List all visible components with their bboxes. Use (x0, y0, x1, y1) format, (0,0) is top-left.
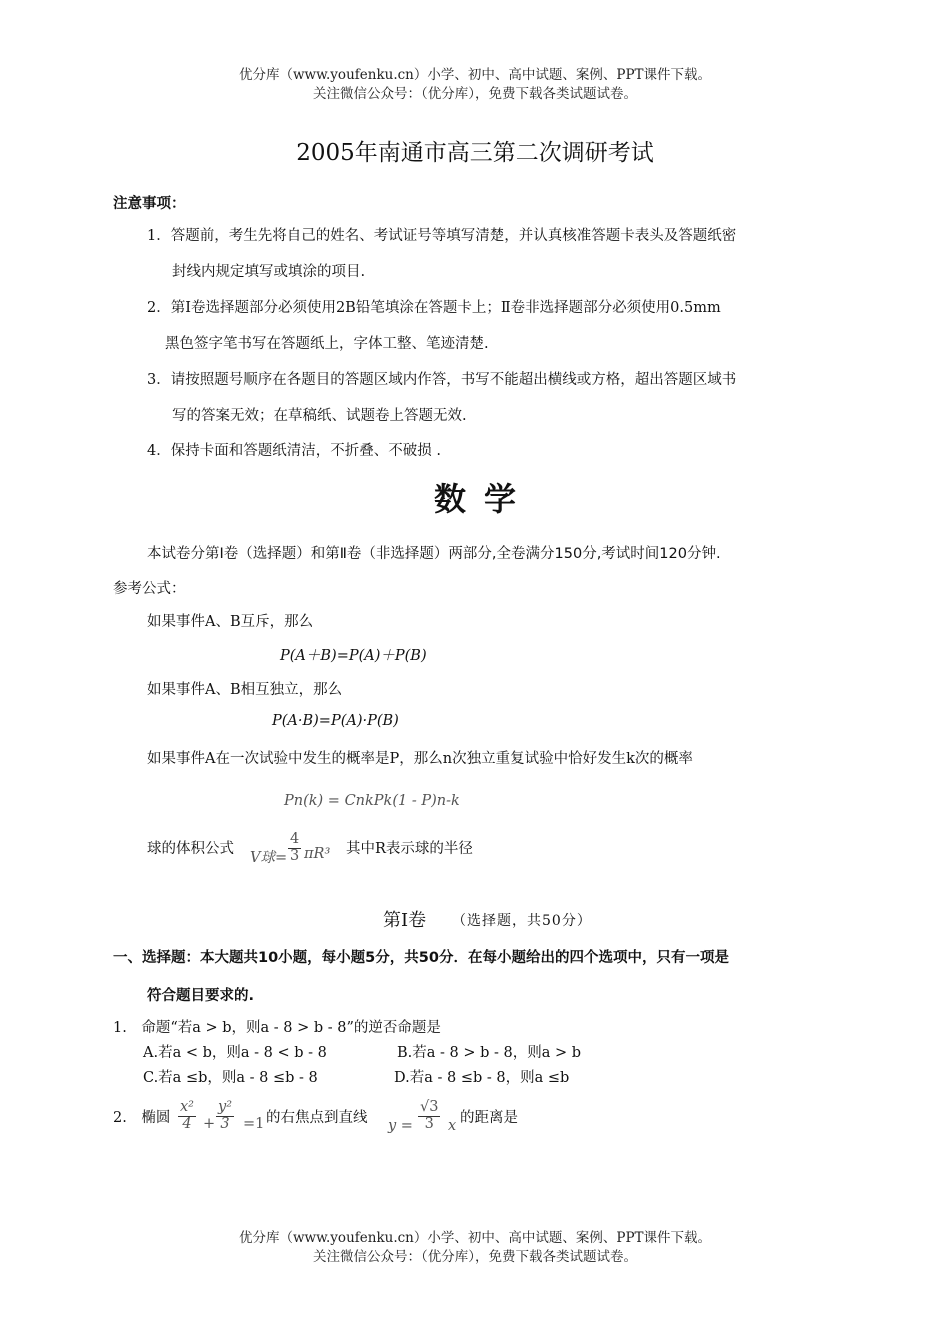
formula-2-text: 如果事件A、B相互独立，那么 (147, 682, 343, 698)
formulas-heading: 参考公式： (113, 581, 186, 597)
formula-3-text: 如果事件A在一次试验中发生的概率是P，那么n次独立重复试验中恰好发生k次的概率 (147, 751, 693, 767)
header-line-2: 关注微信公众号：（优分库），免费下载各类试题试卷。 (313, 86, 637, 102)
q2-x-squared: x² (180, 1099, 194, 1115)
formula-4-rest: πR³ (304, 846, 331, 862)
formula-3-equation: Pn(k) = CnkPk(1 - P)n-k (284, 793, 460, 809)
q2-fraction-x (178, 1100, 196, 1133)
formula-4-fraction (288, 832, 301, 865)
q2-sqrt3: √3 (420, 1099, 439, 1115)
q1-option-c: C.若a ≤b，则a - 8 ≤b - 8 (143, 1070, 318, 1086)
footer-line-1: 优分库（www.youfenku.cn）小学、初中、高中试题、案例、PPT课件下载。 (238, 1230, 712, 1246)
formula-4-denominator: 3 (290, 847, 300, 864)
section1-line-1: 一、选择题：本大题共10小题，每小题5分，共50分．在每小题给出的四个选项中，只有一项是 (113, 950, 729, 966)
q1-option-a: A.若a < b，则a - 8 < b - 8 (143, 1045, 327, 1061)
notice-heading: 注意事项： (113, 196, 186, 212)
q1-stem: 1. 命题“若a > b，则a - 8 > b - 8”的逆否命题是 (113, 1020, 441, 1036)
notice-item-2-line-2: 黑色签字笔书写在答题纸上，字体工整、笔迹清楚. (165, 336, 489, 352)
q2-slope-denominator: 3 (424, 1115, 434, 1132)
formula-4-note: 其中R表示球的半径 (346, 841, 473, 857)
notice-item-1-line-1: 1．答题前，考生先将自己的姓名、考试证号等填写清楚，并认真核准答题卡表头及答题纸密 (147, 228, 737, 244)
q2-line-lhs: y = (388, 1118, 413, 1134)
q2-denominator-3: 3 (220, 1115, 230, 1132)
notice-item-3-line-2: 写的答案无效；在草稿纸、试题卷上答题无效. (172, 408, 467, 424)
notice-item-3-line-1: 3．请按照题号顺序在各题目的答题区域内作答，书写不能超出横线或方格，超出答题区域书 (147, 372, 737, 388)
part1-subtitle: （选择题，共50分） (452, 913, 592, 929)
formula-1-equation: P(A＋B)=P(A)＋P(B) (280, 648, 427, 664)
part1-title: 第Ⅰ卷 (383, 910, 427, 931)
q1-option-d: D.若a - 8 ≤b - 8，则a ≤b (394, 1070, 570, 1086)
q2-stem-pre: 2. 椭圆 (113, 1110, 171, 1126)
q1-option-b: B.若a - 8 > b - 8，则a > b (397, 1045, 582, 1061)
intro-text: 本试卷分第Ⅰ卷（选择题）和第Ⅱ卷（非选择题）两部分,全卷满分150分,考试时间120分钟. (147, 546, 721, 562)
footer-line-2: 关注微信公众号：（优分库），免费下载各类试题试卷。 (313, 1249, 637, 1265)
formula-2-equation: P(A·B)=P(A)·P(B) (272, 713, 399, 729)
q2-x: x (448, 1118, 457, 1134)
q2-stem-mid: 的右焦点到直线 (266, 1110, 368, 1126)
q2-fraction-slope (418, 1100, 440, 1133)
formula-4-text: 球的体积公式 (147, 841, 234, 857)
formula-1-text: 如果事件A、B互斥，那么 (147, 614, 314, 630)
q2-equals-one: =1 (243, 1116, 265, 1132)
formula-4-lhs: V球= (250, 850, 288, 866)
header-line-1: 优分库（www.youfenku.cn）小学、初中、高中试题、案例、PPT课件下载。 (238, 67, 712, 83)
formula-4-numerator: 4 (290, 831, 300, 847)
notice-item-1-line-2: 封线内规定填写或填涂的项目. (172, 264, 366, 280)
exam-title: 2005年南通市高三第二次调研考试 (296, 140, 654, 166)
q2-denominator-4: 4 (182, 1115, 192, 1132)
q2-y-squared: y² (218, 1099, 233, 1115)
section1-line-2: 符合题目要求的. (147, 988, 255, 1004)
notice-item-4: 4．保持卡面和答题纸清洁，不折叠、不破损 . (147, 443, 441, 459)
q2-plus: + (203, 1116, 216, 1132)
q2-fraction-y (216, 1100, 234, 1133)
subject-title: 数学 (433, 480, 534, 518)
q2-stem-end: 的距离是 (460, 1110, 518, 1126)
notice-item-2-line-1: 2．第Ⅰ卷选择题部分必须使用2B铅笔填涂在答题卡上；Ⅱ卷非选择题部分必须使用0.5mm (147, 300, 721, 316)
